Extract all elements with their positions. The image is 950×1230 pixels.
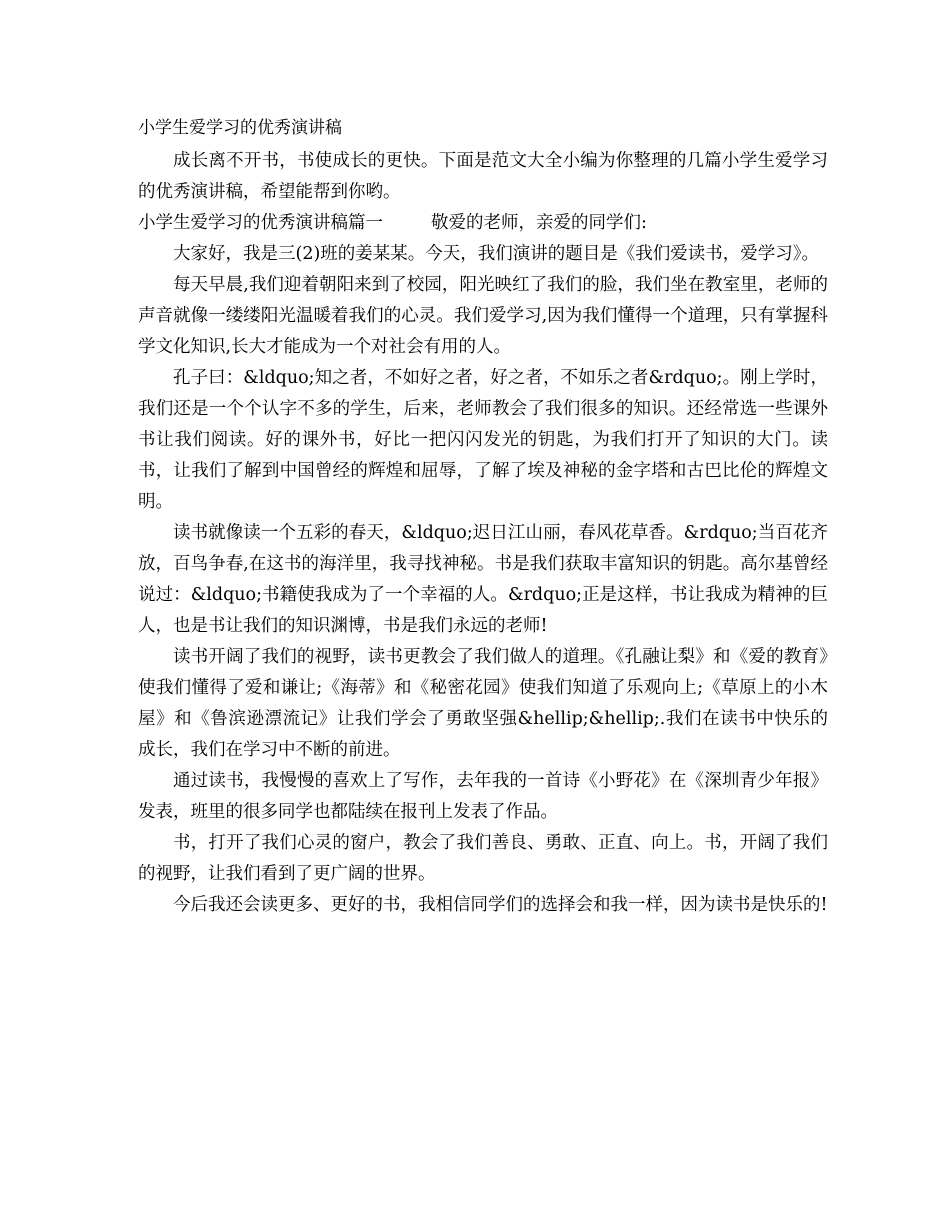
body-paragraph-1: 大家好，我是三(2)班的姜某某。今天，我们演讲的题目是《我们爱读书，爱学习》。 [173, 244, 820, 264]
document-page [138, 116, 828, 921]
body-paragraph-7: 书，打开了我们心灵的窗户，教会了我们善良、勇敢、正直、向上。书，开阔了我们的视野，让我们看到了更广阔的世界。 [138, 833, 828, 884]
body-paragraph-3: 孔子曰：&ldquo;知之者，不如好之者，好之者，不如乐之者&rdquo;。刚上学时，我们还是一个个认字不多的学生，后来，老师教会了我们很多的知识。还经常选一些课外书让我们阅读。好的课外书，好比一把闪闪发光的钥匙，为我们打开了知识的大门。读书，让我们了解到中国曾经的辉煌和屈辱，了解了埃及神秘的金字塔和古巴比伦的辉煌文明。 [138, 368, 828, 512]
greeting: 敬爱的老师，亲爱的同学们: [431, 213, 647, 233]
body-paragraph-5: 读书开阔了我们的视野，读书更教会了我们做人的道理。《孔融让梨》和《爱的教育》使我们懂得了爱和谦让;《海蒂》和《秘密花园》使我们知道了乐观向上;《草原上的小木屋》和《鲁滨逊漂流记》让我们学会了勇敢坚强&hellip;&hellip;.我们在读书中快乐的成长，我们在学习中不断的前进。 [138, 647, 828, 760]
body-paragraph-8: 今后我还会读更多、更好的书，我相信同学们的选择会和我一样，因为读书是快乐的! [173, 895, 828, 915]
section-heading-line [138, 208, 828, 239]
intro-paragraph: 成长离不开书，书使成长的更快。下面是范文大全小编为你整理的几篇小学生爱学习的优秀演讲稿，希望能帮到你哟。 [138, 151, 828, 202]
document-title: 小学生爱学习的优秀演讲稿 [138, 118, 342, 138]
body-paragraph-2: 每天早晨,我们迎着朝阳来到了校园，阳光映红了我们的脸，我们坐在教室里，老师的声音就像一缕缕阳光温暖着我们的心灵。我们爱学习,因为我们懂得一个道理，只有掌握科学文化知识,长大才能成为一个对社会有用的人。 [138, 275, 828, 357]
body-paragraph-6: 通过读书，我慢慢的喜欢上了写作，去年我的一首诗《小野花》在《深圳青少年报》发表，班里的很多同学也都陆续在报刊上发表了作品。 [138, 771, 828, 822]
body-paragraph-4: 读书就像读一个五彩的春天，&ldquo;迟日江山丽，春风花草香。&rdquo;当百花齐放，百鸟争春,在这书的海洋里，我寻找神秘。书是我们获取丰富知识的钥匙。高尔基曾经说过：&ldquo;书籍使我成为了一个幸福的人。&rdquo;正是这样，书让我成为精神的巨人，也是书让我们的知识渊博，书是我们永远的老师! [138, 523, 828, 636]
section-heading: 小学生爱学习的优秀演讲稿篇一 [138, 213, 383, 233]
